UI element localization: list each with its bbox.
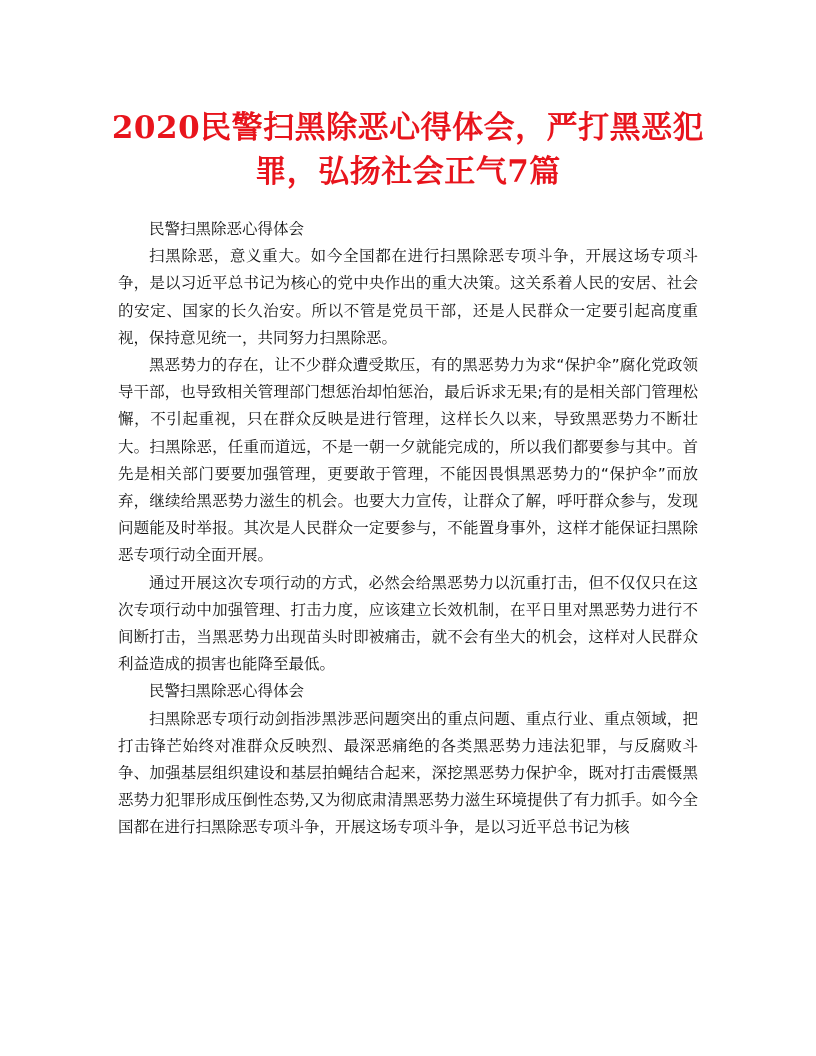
document-title: 2020民警扫黑除恶心得体会，严打黑恶犯罪，弘扬社会正气7篇 — [111, 110, 705, 190]
document-body — [118, 216, 698, 842]
section-heading: 民警扫黑除恶心得体会 — [149, 220, 305, 238]
body-paragraph: 通过开展这次专项行动的方式，必然会给黑恶势力以沉重打击，但不仅仅只在这次专项行动中加强管理、打击力度，应该建立长效机制，在平日里对黑恶势力进行不间断打击，当黑恶势力出现苗头时即被痛击，就不会有坐大的机会，这样对人民群众利益造成的损害也能降至最低。 — [118, 573, 698, 674]
body-paragraph: 扫黑除恶专项行动剑指涉黑涉恶问题突出的重点问题、重点行业、重点领域，把打击锋芒始终对准群众反映烈、最深恶痛绝的各类黑恶势力违法犯罪，与反腐败斗争、加强基层组织建设和基层拍蝇结合起来，深挖黑恶势力保护伞，既对打击震慑黑恶势力犯罪形成压倒性态势,又为彻底肃清黑恶势力滋生环境提供了有力抓手。如今全国都在进行扫黑除恶专项斗争，开展这场专项斗争，是以习近平总书记为核 — [118, 709, 698, 837]
body-paragraph: 黑恶势力的存在，让不少群众遭受欺压，有的黑恶势力为求“保护伞”腐化党政领导干部，也导致相关管理部门想惩治却怕惩治，最后诉求无果;有的是相关部门管理松懈，不引起重视，只在群众反映是进行管理，这样长久以来，导致黑恶势力不断壮大。扫黑除恶，任重而道远，不是一朝一夕就能完成的，所以我们都要参与其中。首先是相关部门要要加强管理，更要敢于管理，不能因畏惧黑恶势力的“保护伞”而放弃，继续给黑恶势力滋生的机会。也要大力宣传，让群众了解，呼吁群众参与，发现问题能及时举报。其次是人民群众一定要参与，不能置身事外，这样才能保证扫黑除恶专项行动全面开展。 — [118, 356, 698, 565]
section-heading: 民警扫黑除恶心得体会 — [149, 682, 305, 701]
body-paragraph: 扫黑除恶，意义重大。如今全国都在进行扫黑除恶专项斗争，开展这场专项斗争，是以习近平总书记为核心的党中央作出的重大决策。这关系着人民的安居、社会的安定、国家的长久治安。所以不管是党员干部，还是人民群众一定要引起高度重视，保持意见统一，共同努力扫黑除恶。 — [118, 247, 698, 347]
